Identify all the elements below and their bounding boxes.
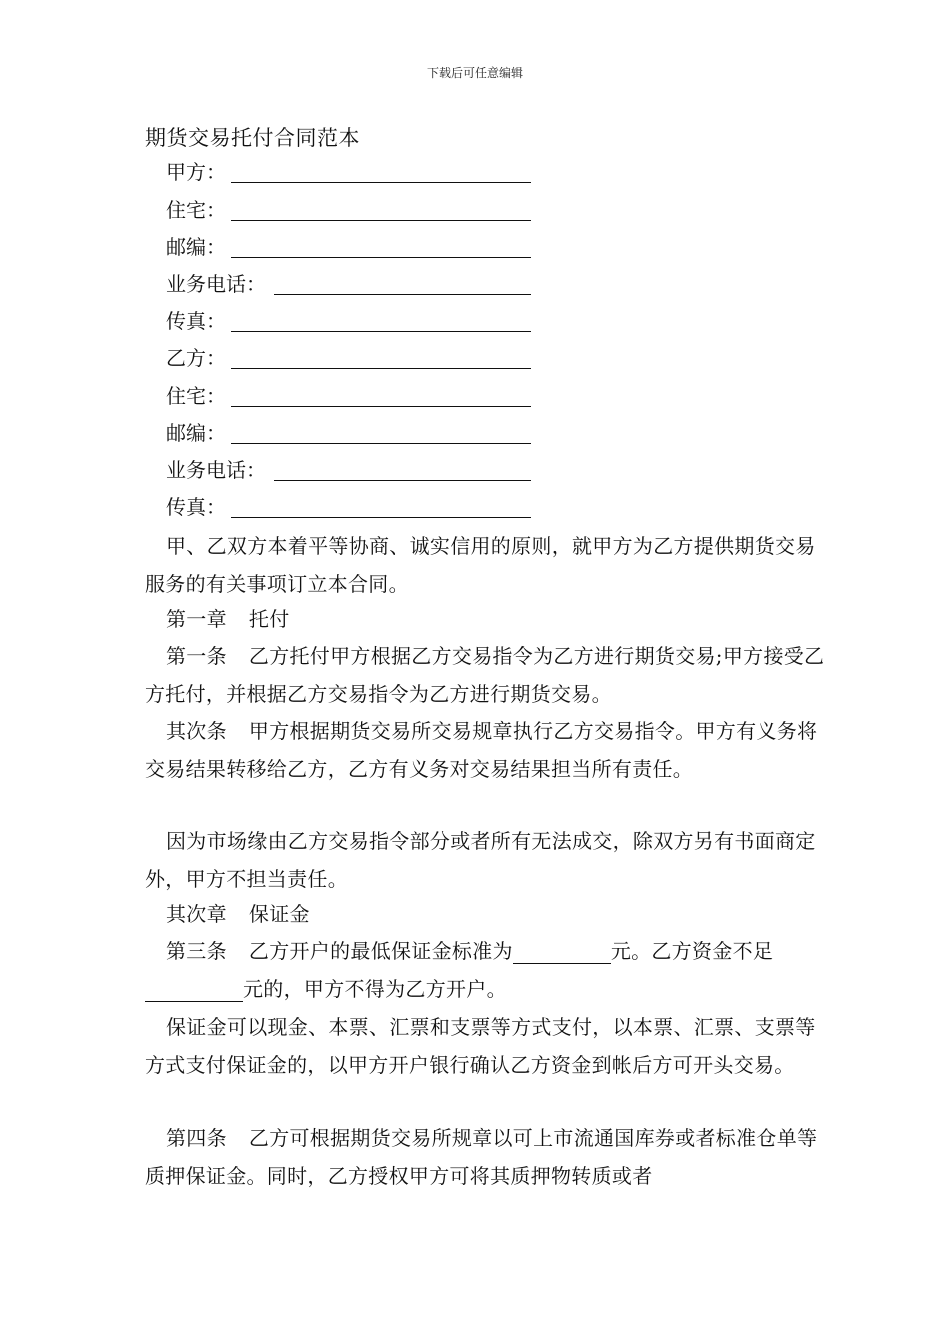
fill-in-blank[interactable] [231, 443, 531, 444]
chapter-number: 第一章 [166, 607, 227, 631]
header-note: 下载后可任意编辑 [426, 66, 523, 80]
amount-blank[interactable] [145, 979, 243, 1002]
intro-paragraph: 甲、乙双方本着平等协商、诚实信用的原则，就甲方为乙方提供期货交易服务的有关事项订立本合同。 [145, 534, 816, 596]
field-label: 甲方： [166, 160, 226, 184]
chapter-name: 保证金 [248, 902, 310, 926]
market-paragraph: 因为市场缘由乙方交易指令部分或者所有无法成交，除双方另有书面商定外，甲方不担当责任。 [145, 829, 816, 891]
article-text-a: 乙方开户的最低保证金标准为 [248, 939, 513, 963]
field-label: 传真： [166, 309, 226, 333]
article-4 [145, 1119, 825, 1195]
field-address-a [166, 195, 531, 225]
article-text-b: 元。乙方资金不足 [610, 939, 774, 963]
article-number: 第一条 [166, 644, 227, 668]
field-party-b [166, 343, 531, 373]
fill-in-blank[interactable] [231, 257, 531, 258]
field-postcode-b [166, 418, 531, 448]
field-fax-b [166, 492, 531, 522]
field-fax-a [166, 306, 531, 336]
field-label: 乙方： [166, 346, 226, 370]
field-label: 业务电话： [166, 458, 266, 482]
fill-in-blank[interactable] [274, 480, 531, 481]
field-address-b [166, 381, 531, 411]
fill-in-blank[interactable] [231, 517, 531, 518]
field-label: 传真： [166, 495, 226, 519]
deposit-paragraph: 保证金可以现金、本票、汇票和支票等方式支付，以本票、汇票、支票等方式支付保证金的，以甲方开户银行确认乙方资金到帐后方可开头交易。 [145, 1015, 816, 1077]
article-text: 乙方托付甲方根据乙方交易指令为乙方进行期货交易;甲方接受乙方托付，并根据乙方交易指令为乙方进行期货交易。 [145, 644, 825, 706]
field-postcode-a [166, 232, 531, 262]
amount-blank[interactable] [513, 941, 611, 964]
field-phone-a [166, 269, 531, 299]
fill-in-blank[interactable] [274, 294, 531, 295]
fill-in-blank[interactable] [231, 406, 531, 407]
field-label: 邮编： [166, 421, 226, 445]
fill-in-blank[interactable] [231, 182, 531, 183]
fill-in-blank[interactable] [231, 368, 531, 369]
field-label: 业务电话： [166, 272, 266, 296]
chapter-heading [166, 899, 310, 929]
field-phone-b [166, 455, 531, 485]
article-text: 甲方根据期货交易所交易规章执行乙方交易指令。甲方有义务将交易结果转移给乙方，乙方有义务对交易结果担当所有责任。 [145, 719, 818, 781]
field-label: 住宅： [166, 198, 226, 222]
chapter-name: 托付 [248, 607, 290, 631]
article-2 [145, 712, 825, 788]
fill-in-blank[interactable] [231, 220, 531, 221]
chapter-number: 其次章 [166, 902, 227, 926]
field-party-a [166, 157, 531, 187]
document-title: 期货交易托付合同范本 [145, 126, 360, 150]
article-1 [145, 637, 825, 713]
article-number: 第四条 [166, 1126, 227, 1150]
article-text: 乙方可根据期货交易所规章以可上市流通国库券或者标准仓单等质押保证金。同时，乙方授权甲方可将其质押物转质或者 [145, 1126, 818, 1188]
fill-in-blank[interactable] [231, 331, 531, 332]
field-label: 邮编： [166, 235, 226, 259]
field-label: 住宅： [166, 384, 226, 408]
article-number: 第三条 [166, 939, 227, 963]
article-number: 其次条 [166, 719, 227, 743]
article-3 [145, 932, 825, 1008]
chapter-heading [166, 604, 290, 634]
article-text-c: 元的，甲方不得为乙方开户。 [243, 977, 507, 1001]
